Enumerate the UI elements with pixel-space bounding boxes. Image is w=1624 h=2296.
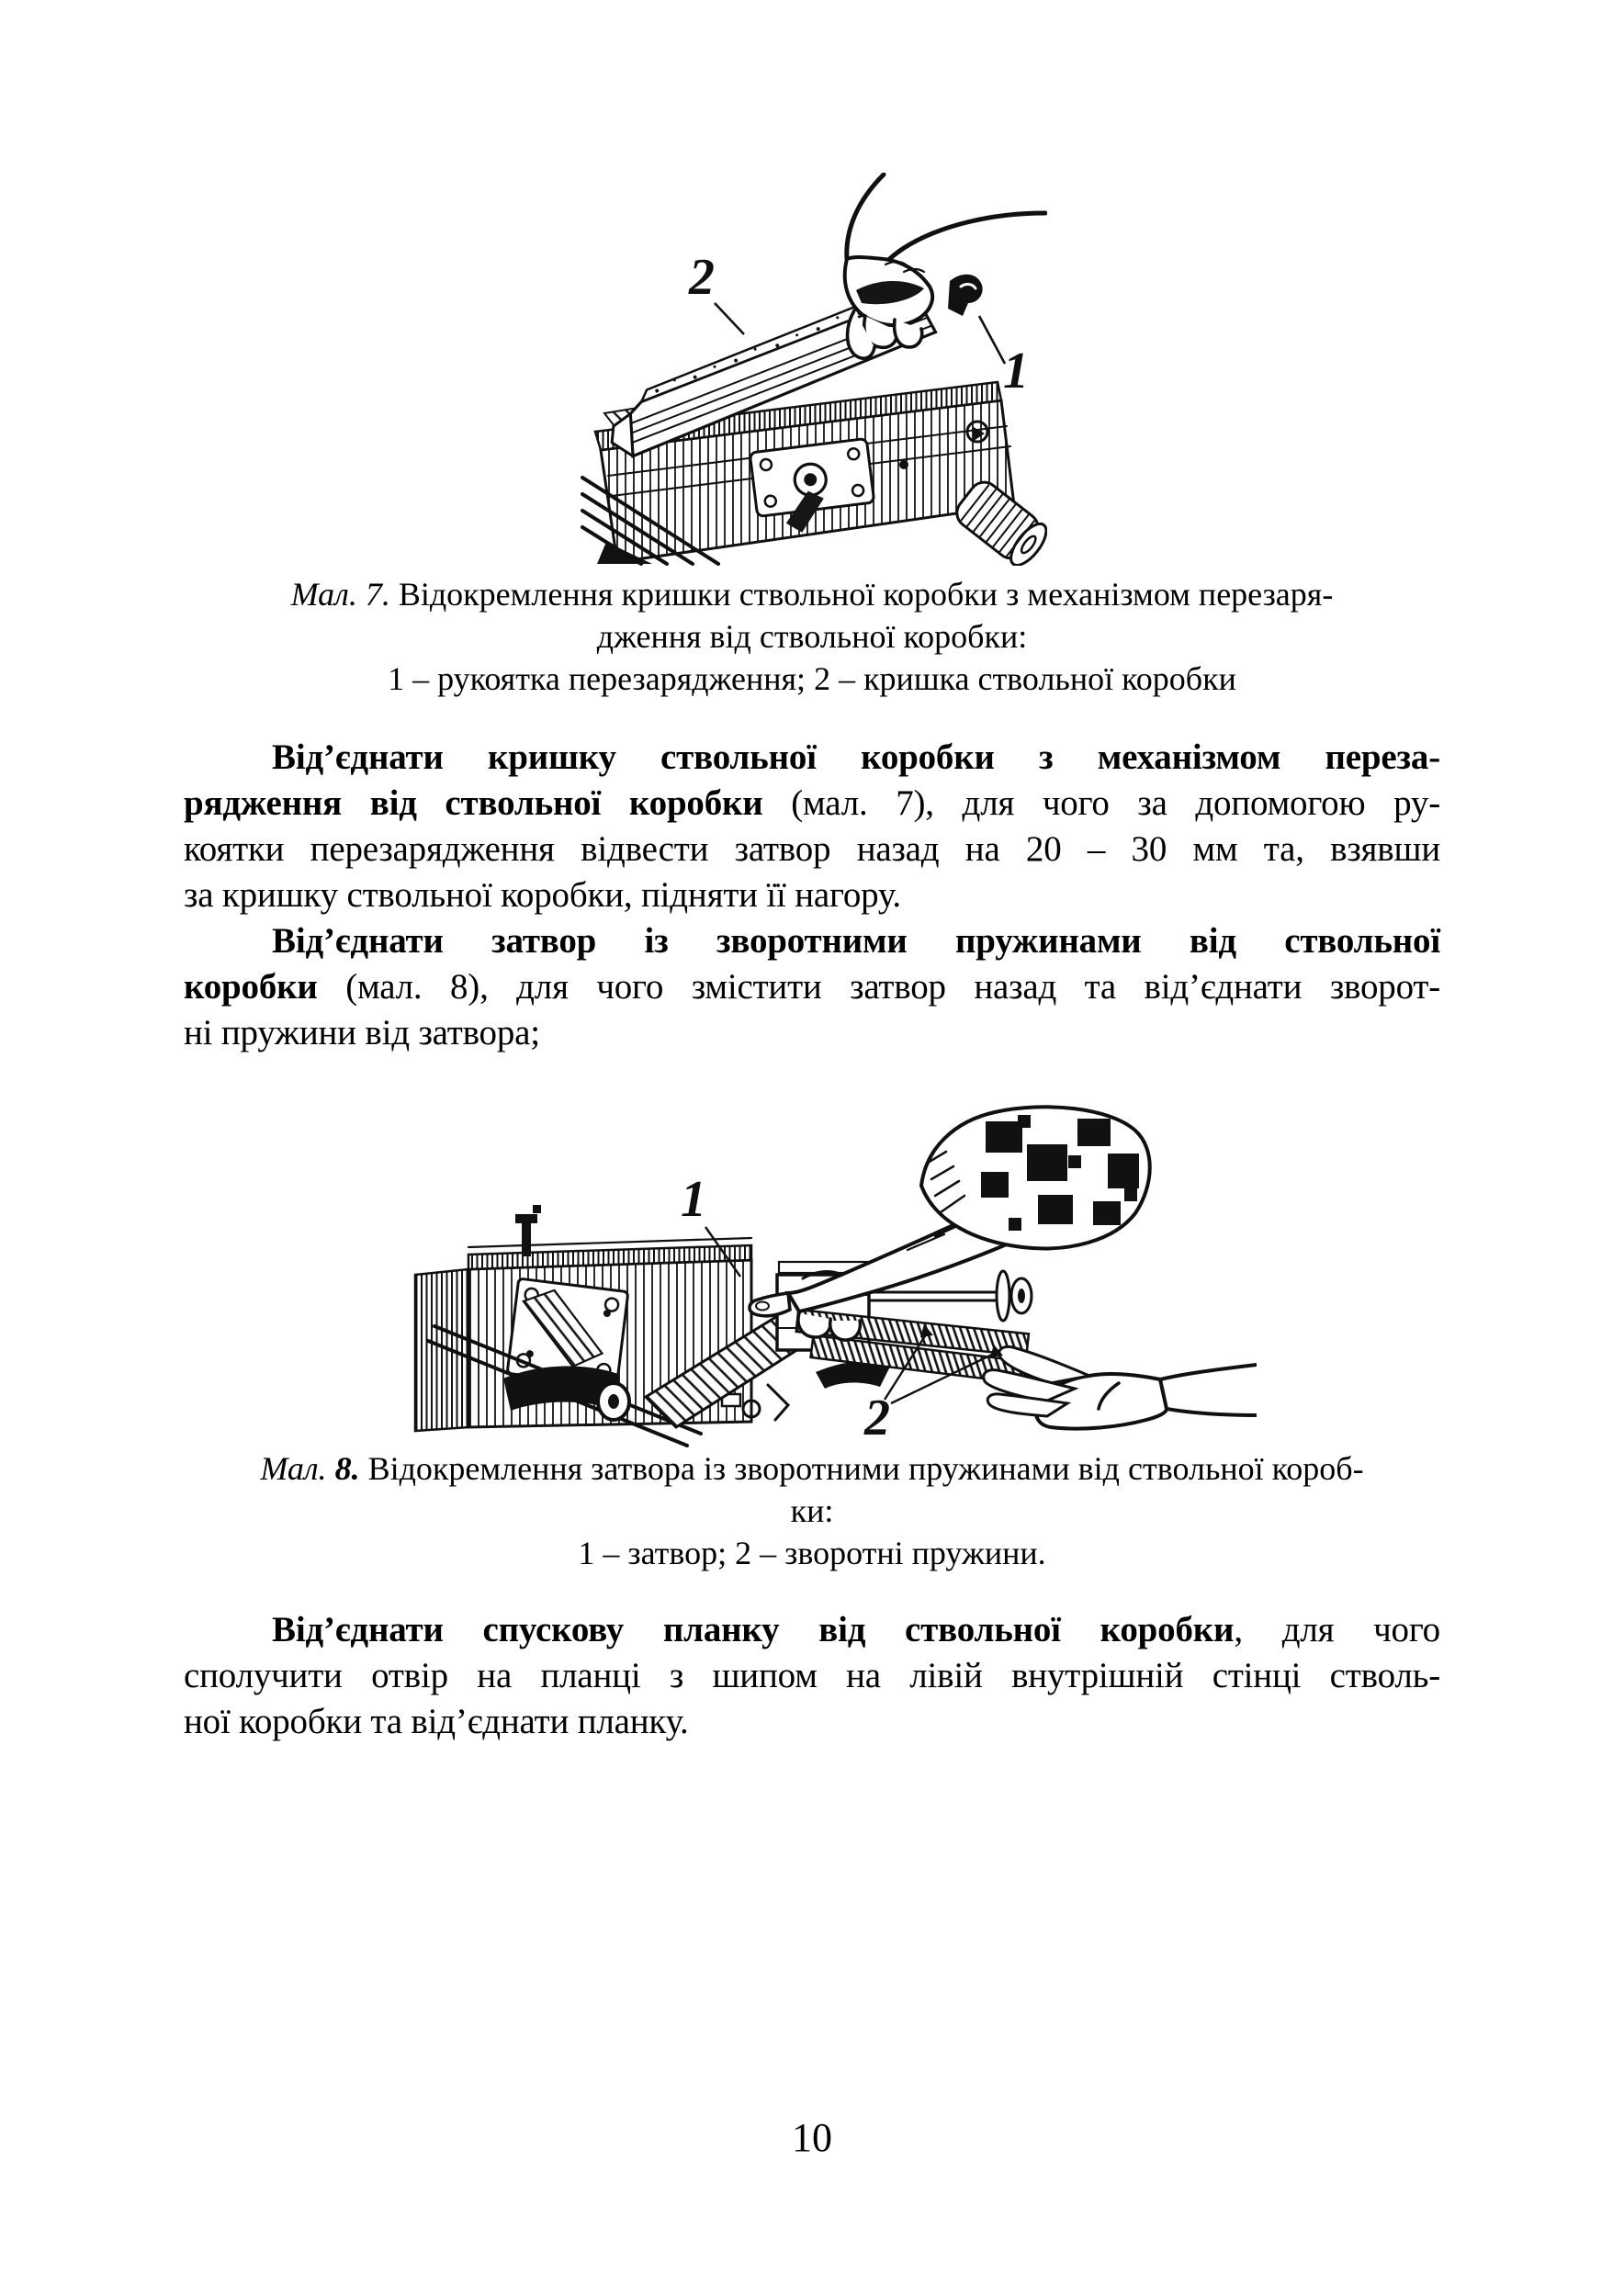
paragraph-1-line	[184, 781, 1440, 827]
figure-7-caption-line	[180, 615, 1444, 658]
page-number: 10	[792, 2115, 832, 2160]
text-run: Відокремлення затвора із зворотними пружинами від ствольної короб-	[359, 1450, 1364, 1487]
text-run: 8.	[334, 1450, 360, 1487]
figure-8-label-bolt: 1	[681, 1171, 706, 1228]
text-run: коробки	[184, 967, 346, 1007]
figure-8-caption-line	[180, 1532, 1444, 1574]
paragraph-3-line	[184, 1653, 1440, 1699]
figure-7-charging-handle	[948, 275, 983, 316]
figure-8-caption-line	[180, 1447, 1444, 1490]
figure-8-caption	[180, 1447, 1444, 1574]
text-run: сполучити отвір на планці з шипом на лівій внутрішній стінці стволь-	[184, 1656, 1440, 1695]
text-run: коятки перезарядження відвести затвор назад на 20 – 30 мм та, взявши	[184, 829, 1440, 869]
text-run: (мал. 8), для чого змістити затвор назад та від’єднати зворот-	[345, 967, 1440, 1007]
figure-7-caption-line	[180, 658, 1444, 700]
text-run: Від’єднати затвор із зворотними пружинами від ствольної	[272, 921, 1440, 961]
paragraph-1-line	[184, 827, 1440, 872]
paragraph-1-line	[184, 735, 1440, 781]
figure-7-caption	[180, 573, 1444, 700]
text-run: (мал. 7), для чого за допомогою ру-	[791, 783, 1440, 823]
body-text-block-2	[184, 1607, 1440, 1745]
body-text-block	[184, 735, 1440, 1056]
text-run: рядження від ствольної коробки	[184, 783, 792, 823]
figure-7-label-handle: 1	[1003, 343, 1029, 400]
text-run: 1 – затвор; 2 – зворотні пружини.	[578, 1535, 1046, 1571]
paragraph-1-line	[184, 872, 1440, 918]
paragraph-3	[184, 1607, 1440, 1745]
text-run: Від’єднати спускову планку від ствольної коробки	[272, 1610, 1235, 1649]
figure-7-label-cover: 2	[689, 249, 715, 306]
figure-8-camo-sleeve	[921, 1107, 1150, 1248]
paragraph-1	[184, 735, 1440, 918]
text-run: за кришку ствольної коробки, підняти її нагору.	[184, 875, 901, 915]
paragraph-2	[184, 918, 1440, 1056]
paragraph-3-line	[184, 1607, 1440, 1653]
text-run: ні пружини від затвора;	[184, 1013, 540, 1052]
paragraph-2-line	[184, 918, 1440, 964]
figure-7-hand	[845, 174, 1045, 358]
figure-7-caption-line	[180, 573, 1444, 615]
text-run: дження від ствольної коробки:	[596, 618, 1028, 655]
text-run: Мал.	[260, 1450, 335, 1487]
figure-8-illustration	[384, 1098, 1257, 1447]
figure-8-label-springs: 2	[864, 1390, 890, 1446]
figure-8-receiver	[415, 1205, 788, 1446]
figure-8-caption-line	[180, 1490, 1444, 1532]
paragraph-3-line	[184, 1699, 1440, 1745]
paragraph-2-line	[184, 964, 1440, 1010]
figure-8-upper-hand	[750, 1107, 1150, 1340]
text-run: Відокремлення кришки ствольної коробки з механізмом перезаря-	[389, 576, 1334, 613]
figure-8-lower-hand	[984, 1346, 1257, 1428]
text-run: Від’єднати кришку ствольної коробки з механізмом переза-	[272, 737, 1440, 777]
figure-7-illustration	[581, 173, 1047, 566]
text-run: 1 – рукоятка перезарядження; 2 – кришка ствольної коробки	[388, 660, 1236, 697]
text-run: , для чого	[1234, 1610, 1440, 1649]
text-run: ної коробки та від’єднати планку.	[184, 1702, 689, 1741]
text-run: ки:	[790, 1492, 834, 1529]
text-run: Мал. 7.	[290, 576, 390, 613]
paragraph-2-line	[184, 1010, 1440, 1056]
